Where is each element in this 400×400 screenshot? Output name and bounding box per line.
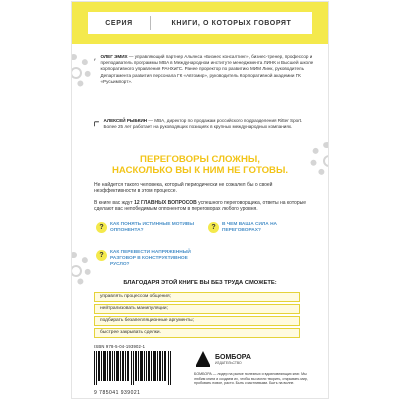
benefit-item: нейтрализовать манипуляции; bbox=[94, 304, 300, 314]
author-block bbox=[94, 54, 316, 85]
barcode-area bbox=[94, 344, 178, 394]
series-label: СЕРИЯ bbox=[105, 19, 133, 27]
question-item bbox=[208, 222, 308, 234]
book-text-highlight: 12 ГЛАВНЫХ ВОПРОСОВ bbox=[134, 200, 197, 206]
publisher-logo bbox=[194, 350, 251, 368]
author-description: — MBA, директор по продажам российского подразделения Ritter Sport. Более 25 лет работает на руководящих позициях в крупных международных компаниях. bbox=[103, 118, 303, 130]
benefit-item: подбирать безапелляционные аргументы; bbox=[94, 316, 300, 326]
header-bar bbox=[72, 2, 328, 44]
headline-line: ПЕРЕГОВОРЫ СЛОЖНЫ, bbox=[140, 154, 260, 165]
question-item bbox=[96, 250, 206, 268]
question-mark-icon: ? bbox=[96, 250, 107, 261]
question-text: КАК ПОНЯТЬ ИСТИННЫЕ МОТИВЫ ОППОНЕНТА? bbox=[110, 222, 195, 233]
question-text: КАК ПЕРЕВЕСТИ НАПРЯЖЕННЫЙ РАЗГОВОР В КОНСТРУКТИВНОЕ РУСЛО? bbox=[110, 250, 191, 267]
book-text-part: В книге вас ждут bbox=[94, 200, 135, 206]
benefits-title: БЛАГОДАРЯ ЭТОЙ КНИГЕ ВЫ БЕЗ ТРУДА СМОЖЕТЕ: bbox=[123, 280, 277, 286]
barcode-number: 9 785041 939021 bbox=[94, 390, 141, 396]
isbn: ISBN 978-5-04-193902-1 bbox=[94, 344, 146, 349]
author-description: — управляющий партнер Альянса «Бизнес консалтинг», бизнес-тренер, профессор и преподаватель программы MBA в Международном институте менеджмента ЛИНК и Высшей школе корпоративного управления РАНХиГС. Ранее проректор по развитию МИМ Линк, руководитель Департамента развития персонала ГК «Автомир», руководитель Корпоративной академии ГК «Русьимпорт». bbox=[100, 54, 314, 84]
benefit-item: управлять процессом общения; bbox=[94, 292, 300, 302]
author-bracket-icon bbox=[94, 55, 96, 65]
gear-icon bbox=[72, 54, 91, 88]
book-text-part: успешного переговорщика, ответы на которые сделают вас непобедимым оппонентом в переговорах любого уровня. bbox=[94, 200, 306, 213]
barcode-icon bbox=[94, 351, 172, 385]
benefit-item: быстрее закрывать сделки. bbox=[94, 328, 300, 338]
author-name: ОЛЕГ ЭМИХ bbox=[100, 54, 128, 59]
author-name: АЛЕКСЕЙ РЫБКИН bbox=[103, 118, 148, 123]
book-description bbox=[94, 200, 306, 213]
question-mark-icon: ? bbox=[96, 222, 107, 233]
headline-line: НАСКОЛЬКО ВЫ К НИМ НЕ ГОТОВЫ. bbox=[111, 165, 289, 176]
series-title: КНИГИ, О КОТОРЫХ ГОВОРЯТ bbox=[171, 19, 292, 27]
book-back-cover bbox=[72, 2, 328, 398]
publisher-name: БОМБОРА bbox=[215, 353, 251, 361]
question-item bbox=[96, 222, 196, 234]
publisher-subtitle: ИЗДАТЕЛЬСТВО bbox=[215, 360, 242, 365]
series-banner bbox=[88, 12, 312, 34]
intro-text: Не найдется такого человека, который периодически не сожалел бы о своей неэффективности в этом процессе. bbox=[94, 182, 273, 195]
author-bracket-icon bbox=[94, 119, 99, 129]
publisher-description: БОМБОРА — лидер на рынке полезных и вдохновляющих книг. Мы любим книги и создаем их, чтобы вы могли творить, открывать мир, пробовать новое, расти. Быть счастливыми. Быть на волне. bbox=[194, 372, 308, 386]
author-bio bbox=[103, 118, 316, 130]
publisher-logo-icon bbox=[194, 350, 212, 368]
question-text: В ЧЕМ ВАША СИЛА НА ПЕРЕГОВОРАХ? bbox=[222, 222, 278, 233]
question-mark-icon: ? bbox=[208, 222, 219, 233]
author-block bbox=[94, 118, 316, 130]
author-bio bbox=[100, 54, 316, 85]
headline bbox=[72, 154, 328, 176]
